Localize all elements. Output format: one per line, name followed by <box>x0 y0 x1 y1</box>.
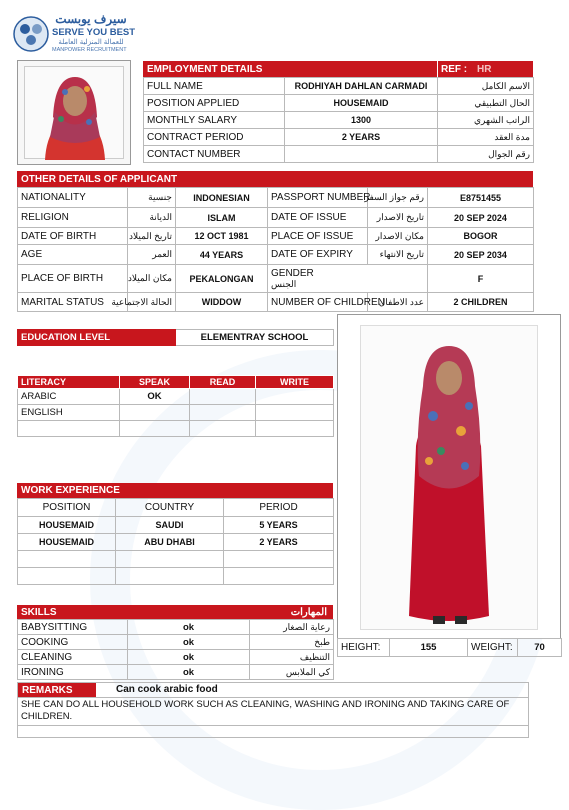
work-cell <box>116 551 224 568</box>
work-experience-header <box>17 483 333 498</box>
detail-label: NUMBER OF CHILDREN <box>268 293 368 312</box>
literacy-cell <box>256 389 334 405</box>
employment-label: FULL NAME <box>144 78 285 95</box>
other-details-row <box>18 293 534 312</box>
employment-label: CONTRACT PERIOD <box>144 129 285 146</box>
literacy-row <box>18 389 334 405</box>
work-header: PERIOD <box>224 499 334 517</box>
work-cell: SAUDI <box>116 517 224 534</box>
literacy-cell <box>256 405 334 421</box>
detail-arabic: عدد الاطفال <box>368 293 428 312</box>
detail-label: AGE <box>18 245 128 265</box>
employment-row <box>144 146 534 163</box>
literacy-header: LITERACY <box>18 376 120 389</box>
detail-value: F <box>428 265 534 293</box>
skill-arabic: رعاية الصغار <box>250 620 334 635</box>
literacy-row <box>18 421 334 437</box>
work-cell <box>224 568 334 585</box>
ref-value: HR <box>477 63 492 75</box>
employment-arabic: مدة العقد <box>438 129 534 146</box>
literacy-row <box>18 405 334 421</box>
detail-label: PASSPORT NUMBER <box>268 188 368 208</box>
brand-arabic-sub: للعمالة المنزلية العاملة <box>58 39 124 46</box>
detail-label: DATE OF EXPIRY <box>268 245 368 265</box>
other-details-header <box>17 171 533 187</box>
detail-value: 44 YEARS <box>176 245 268 265</box>
work-row <box>18 534 334 551</box>
literacy-table <box>17 375 334 437</box>
literacy-cell <box>120 421 190 437</box>
detail-value: INDONESIAN <box>176 188 268 208</box>
detail-value: 20 SEP 2034 <box>428 245 534 265</box>
skills-header <box>17 605 333 619</box>
detail-label: DATE OF ISSUE <box>268 208 368 228</box>
skill-value: ok <box>128 665 250 680</box>
gender-label-cell <box>268 265 428 293</box>
skill-arabic: طبخ <box>250 635 334 650</box>
employment-row <box>144 112 534 129</box>
literacy-cell <box>190 389 256 405</box>
skill-row <box>18 665 334 680</box>
employment-label: MONTHLY SALARY <box>144 112 285 129</box>
employment-row <box>144 78 534 95</box>
detail-label: NATIONALITY <box>18 188 128 208</box>
skill-arabic: كي الملابس <box>250 665 334 680</box>
employment-row <box>144 95 534 112</box>
literacy-cell: ARABIC <box>18 389 120 405</box>
work-cell: HOUSEMAID <box>18 534 116 551</box>
skill-arabic: التنظيف <box>250 650 334 665</box>
employment-label: POSITION APPLIED <box>144 95 285 112</box>
detail-value: 2 CHILDREN <box>428 293 534 312</box>
detail-arabic: مكان الاصدار <box>368 228 428 245</box>
skill-value: ok <box>128 620 250 635</box>
detail-label: PLACE OF ISSUE <box>268 228 368 245</box>
remarks-section <box>17 682 529 738</box>
brand-name: SERVE YOU BEST <box>52 27 136 38</box>
employment-value: 1300 <box>285 112 438 129</box>
detail-arabic: رقم جواز السفر <box>368 188 428 208</box>
other-details-row <box>18 208 534 228</box>
work-cell: 2 YEARS <box>224 534 334 551</box>
employment-value: 2 YEARS <box>285 129 438 146</box>
skills-arabic-title: المهارات <box>290 606 327 618</box>
skill-row <box>18 620 334 635</box>
detail-arabic: الديانة <box>128 208 176 228</box>
other-details-table <box>17 187 534 312</box>
skill-label: CLEANING <box>18 650 128 665</box>
height-value: 155 <box>390 639 468 657</box>
work-cell: ABU DHABI <box>116 534 224 551</box>
skill-value: ok <box>128 635 250 650</box>
portrait-photo <box>17 60 131 165</box>
full-body-photo <box>337 314 561 639</box>
literacy-cell <box>18 421 120 437</box>
skill-label: IRONING <box>18 665 128 680</box>
ref-divider <box>437 61 438 77</box>
detail-arabic: تاريخ الانتهاء <box>368 245 428 265</box>
logo <box>12 12 136 58</box>
remarks-label <box>18 683 96 697</box>
employment-value: RODHIYAH DAHLAN CARMADI <box>285 78 438 95</box>
work-experience-table <box>17 498 334 585</box>
employment-value: HOUSEMAID <box>285 95 438 112</box>
skill-value: ok <box>128 650 250 665</box>
employment-arabic: الحال التطبيقي <box>438 95 534 112</box>
detail-arabic: جنسية <box>128 188 176 208</box>
literacy-cell <box>120 405 190 421</box>
literacy-header: SPEAK <box>120 376 190 389</box>
detail-label: PLACE OF BIRTH <box>18 265 128 293</box>
employment-details-title: EMPLOYMENT DETAILS <box>147 63 263 75</box>
employment-details-header <box>143 61 533 77</box>
detail-label: DATE OF BIRTH <box>18 228 128 245</box>
education-value: ELEMENTRAY SCHOOL <box>176 330 334 346</box>
work-header-row <box>18 499 334 517</box>
detail-value: WIDDOW <box>176 293 268 312</box>
employment-arabic: الراتب الشهري <box>438 112 534 129</box>
weight-value: 70 <box>518 639 562 657</box>
skill-label: BABYSITTING <box>18 620 128 635</box>
work-cell <box>18 551 116 568</box>
literacy-cell: ENGLISH <box>18 405 120 421</box>
employment-arabic: رقم الجوال <box>438 146 534 163</box>
detail-arabic: الجنس <box>271 278 297 289</box>
work-row <box>18 568 334 585</box>
logo-mark-icon <box>12 14 50 54</box>
literacy-header-row <box>18 376 334 389</box>
work-cell <box>116 568 224 585</box>
literacy-cell <box>190 405 256 421</box>
work-cell: HOUSEMAID <box>18 517 116 534</box>
employment-label: CONTACT NUMBER <box>144 146 285 163</box>
skill-row <box>18 635 334 650</box>
remarks-label-text: REMARKS <box>22 684 73 696</box>
other-details-title: OTHER DETAILS OF APPLICANT <box>21 173 178 185</box>
other-details-row <box>18 245 534 265</box>
education-label: EDUCATION LEVEL <box>18 330 176 346</box>
detail-value: PEKALONGAN <box>176 265 268 293</box>
weight-label: WEIGHT: <box>468 639 518 657</box>
work-cell <box>224 551 334 568</box>
measurements-table <box>337 638 562 657</box>
literacy-cell: OK <box>120 389 190 405</box>
skill-row <box>18 650 334 665</box>
other-details-row <box>18 265 534 293</box>
skill-label: COOKING <box>18 635 128 650</box>
detail-arabic: الحالة الاجتماعية <box>128 293 176 312</box>
employment-value <box>285 146 438 163</box>
education-table <box>17 329 334 346</box>
literacy-header: WRITE <box>256 376 334 389</box>
employment-table <box>143 77 534 163</box>
work-experience-title: WORK EXPERIENCE <box>21 485 120 496</box>
other-details-row <box>18 228 534 245</box>
brand-arabic: سيرف يوبست <box>55 12 127 26</box>
detail-arabic: تاريخ الميلاد <box>128 228 176 245</box>
ref-label: REF : <box>441 63 468 75</box>
work-header: COUNTRY <box>116 499 224 517</box>
work-row <box>18 517 334 534</box>
detail-label: RELIGION <box>18 208 128 228</box>
detail-arabic: العمر <box>128 245 176 265</box>
remarks-text: SHE CAN DO ALL HOUSEHOLD WORK SUCH AS CLEANING, WASHING AND IRONING AND TAKING CARE OF CHILDREN. <box>21 699 510 722</box>
detail-value: ISLAM <box>176 208 268 228</box>
height-label: HEIGHT: <box>338 639 390 657</box>
literacy-header: READ <box>190 376 256 389</box>
literacy-cell <box>190 421 256 437</box>
remarks-headline: Can cook arabic food <box>116 684 218 695</box>
employment-arabic: الاسم الكامل <box>438 78 534 95</box>
detail-value: E8751455 <box>428 188 534 208</box>
detail-value: 20 SEP 2024 <box>428 208 534 228</box>
brand-sub: MANPOWER RECRUITMENT <box>52 47 127 53</box>
detail-value: BOGOR <box>428 228 534 245</box>
detail-label: MARITAL STATUS <box>18 293 128 312</box>
detail-value: 12 OCT 1981 <box>176 228 268 245</box>
work-cell: 5 YEARS <box>224 517 334 534</box>
detail-arabic: تاريخ الاصدار <box>368 208 428 228</box>
detail-arabic: مكان الميلاد <box>128 265 176 293</box>
literacy-cell <box>256 421 334 437</box>
other-details-row <box>18 188 534 208</box>
detail-label: GENDER <box>271 267 314 279</box>
work-cell <box>18 568 116 585</box>
work-header: POSITION <box>18 499 116 517</box>
skills-title: SKILLS <box>21 606 57 618</box>
skills-table <box>17 619 334 680</box>
employment-row <box>144 129 534 146</box>
work-row <box>18 551 334 568</box>
